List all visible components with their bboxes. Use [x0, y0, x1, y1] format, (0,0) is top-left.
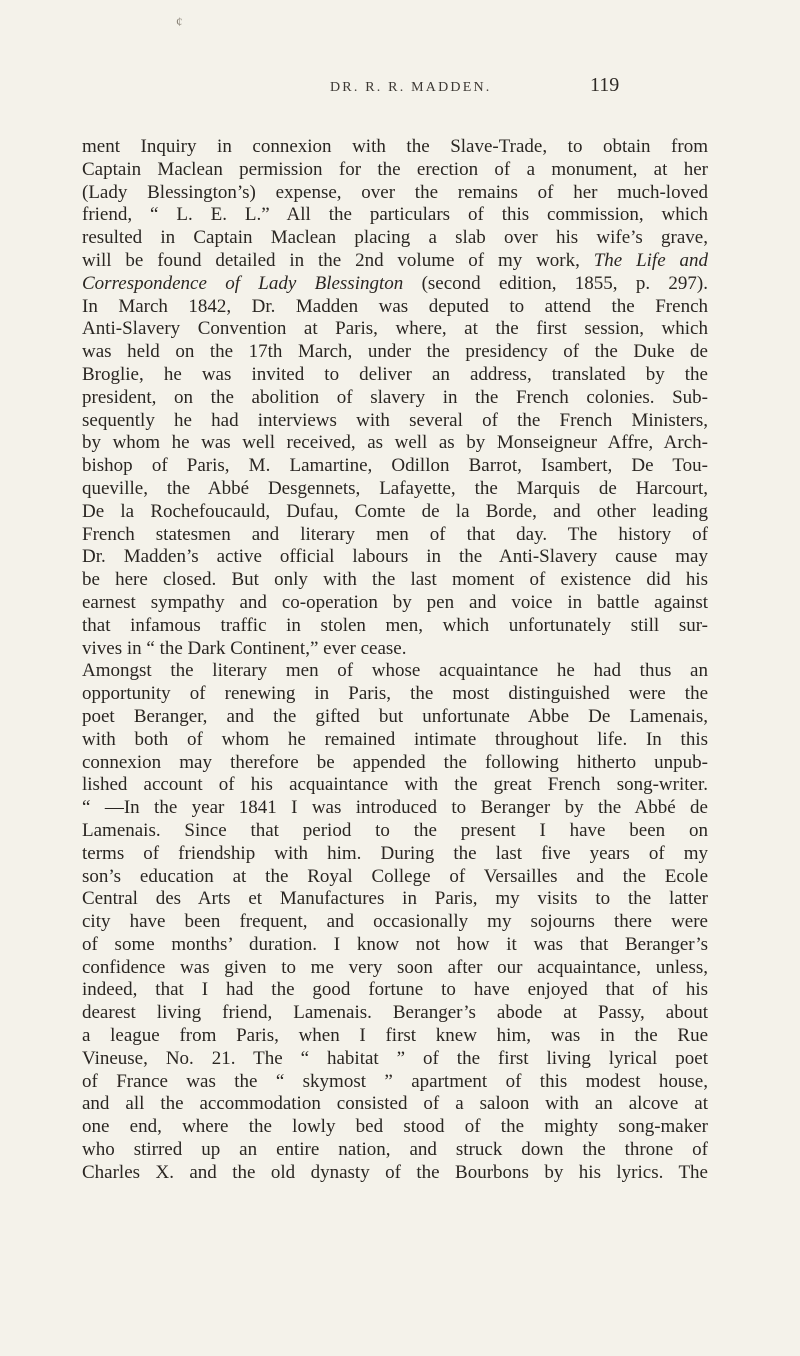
- text-line: Vineuse, No. 21. The “ habitat ” of the first living lyrical poet: [82, 1047, 708, 1069]
- text-line: De la Rochefoucauld, Dufau, Comte de la Borde, and other leading: [82, 500, 708, 522]
- text-line: and all the accommodation consisted of a saloon with an alcove at: [82, 1093, 708, 1115]
- text-line: was held on the 17th March, under the presidency of the Duke de: [82, 341, 708, 363]
- text-line: confidence was given to me very soon after our acquaintance, unless,: [82, 956, 708, 978]
- text-line: Charles X. and the old dynasty of the Bourbons by his lyrics. The: [82, 1161, 708, 1183]
- text-line: resulted in Captain Maclean placing a slab over his wife’s grave,: [82, 227, 708, 249]
- text-line: of some months’ duration. I know not how it was that Beranger’s: [82, 933, 708, 955]
- text-line: (Lady Blessington’s) expense, over the remains of her much-loved: [82, 181, 708, 203]
- running-head-title: DR. R. R. MADDEN.: [330, 80, 492, 95]
- text-line: earnest sympathy and co-operation by pen and voice in battle against: [82, 591, 708, 613]
- text-line: In March 1842, Dr. Madden was deputed to attend the French: [82, 295, 708, 317]
- paragraph-3: [82, 660, 708, 1184]
- text-segment: (second edition, 1855, p. 297).: [403, 272, 708, 294]
- text-line: Captain Maclean permission for the erection of a monument, at her: [82, 158, 708, 180]
- text-line: French statesmen and literary men of that day. The history of: [82, 523, 708, 545]
- text-line: city have been frequent, and occasionally my sojourns there were: [82, 911, 708, 933]
- text-line: opportunity of renewing in Paris, the most distinguished were the: [82, 683, 708, 705]
- text-line: terms of friendship with him. During the last five years of my: [82, 842, 708, 864]
- text-line: Broglie, he was invited to deliver an address, translated by the: [82, 363, 708, 385]
- text-line: Lamenais. Since that period to the present I have been on: [82, 819, 708, 841]
- text-line: of France was the “ skymost ” apartment of this modest house,: [82, 1070, 708, 1092]
- text-line: Amongst the literary men of whose acquaintance he had thus an: [82, 660, 708, 682]
- body-text: [82, 136, 708, 1185]
- text-line: son’s education at the Royal College of Versailles and the Ecole: [82, 865, 708, 887]
- text-line: “ —In the year 1841 I was introduced to Beranger by the Abbé de: [82, 797, 708, 819]
- text-line: Central des Arts et Manufactures in Paris, my visits to the latter: [82, 888, 708, 910]
- text-line: Dr. Madden’s active official labours in the Anti-Slavery cause may: [82, 546, 708, 568]
- running-head: [0, 74, 800, 104]
- text-line: be here closed. But only with the last moment of existence did his: [82, 569, 708, 591]
- page-number: 119: [590, 74, 620, 96]
- stray-mark: ¢: [176, 14, 183, 29]
- text-line: with both of whom he remained intimate throughout life. In this: [82, 728, 708, 750]
- text-line-with-title: [82, 250, 708, 273]
- book-title-part-1: The Life and: [593, 249, 708, 271]
- text-line: president, on the abolition of slavery in the French colonies. Sub-: [82, 386, 708, 408]
- text-line: lished account of his acquaintance with the great French song-writer.: [82, 774, 708, 796]
- text-line: poet Beranger, and the gifted but unfortunate Abbe De Lamenais,: [82, 705, 708, 727]
- text-line: that infamous traffic in stolen men, which unfortunately still sur-: [82, 614, 708, 636]
- text-line: who stirred up an entire nation, and struck down the throne of: [82, 1139, 708, 1161]
- text-line: one end, where the lowly bed stood of the mighty song-maker: [82, 1116, 708, 1138]
- paragraph-2: [82, 296, 708, 661]
- text-line: connexion may therefore be appended the following hitherto unpub-: [82, 751, 708, 773]
- text-line: indeed, that I had the good fortune to have enjoyed that of his: [82, 979, 708, 1001]
- text-line: Anti-Slavery Convention at Paris, where, at the first session, which: [82, 318, 708, 340]
- text-line: dearest living friend, Lamenais. Beranger’s abode at Passy, about: [82, 1002, 708, 1024]
- text-line: sequently he had interviews with several of the French Ministers,: [82, 409, 708, 431]
- text-line: ment Inquiry in connexion with the Slave-Trade, to obtain from: [82, 136, 708, 157]
- text-line-with-title: [82, 273, 708, 296]
- text-line: friend, “ L. E. L.” All the particulars of this commission, which: [82, 204, 708, 226]
- text-line: vives in “ the Dark Continent,” ever cease.: [82, 637, 407, 659]
- text-segment: will be found detailed in the 2nd volume of my work,: [82, 249, 594, 271]
- book-title-part-2: Correspondence of Lady Blessington: [82, 272, 404, 294]
- text-line: queville, the Abbé Desgennets, Lafayette, the Marquis de Harcourt,: [82, 477, 708, 499]
- text-line: bishop of Paris, M. Lamartine, Odillon Barrot, Isambert, De Tou-: [82, 455, 708, 477]
- paragraph-1: [82, 136, 708, 296]
- text-line: by whom he was well received, as well as by Monseigneur Affre, Arch-: [82, 432, 708, 454]
- text-line: a league from Paris, when I first knew him, was in the Rue: [82, 1025, 708, 1047]
